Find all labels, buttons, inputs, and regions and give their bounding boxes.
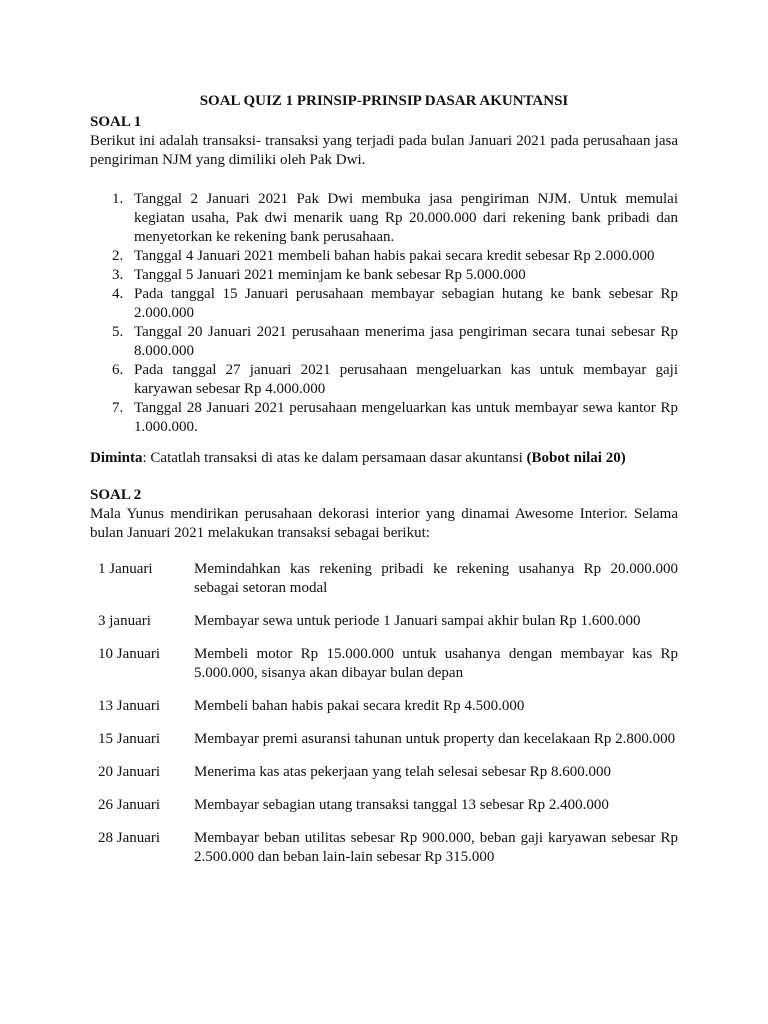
soal-1-intro: Berikut ini adalah transaksi- transaksi yang terjadi pada bulan Januari 2021 pada perusahaan jasa pengiriman NJM yang dimiliki oleh Pak Dwi. [90,133,678,168]
table-row: 13 Januari Membeli bahan habis pakai secara kredit Rp 4.500.000 [98,698,525,714]
soal-1-transaction-list [90,190,678,437]
table-row: 15 Januari Membayar premi asuransi tahunan untuk property dan kecelakaan Rp 2.800.000 [98,731,676,747]
list-item: 2. Tanggal 4 Januari 2021 membeli bahan habis pakai secara kredit sebesar Rp 2.000.000 [112,248,655,264]
list-item: 1. Tanggal 2 Januari 2021 Pak Dwi membuka jasa pengiriman NJM. Untuk memulai kegiatan usaha, Pak dwi menarik uang Rp 20.000.000 dari rekening bank pribadi dan menyetorkan ke rekening bank perusahaan. [112,191,678,245]
table-row: 3 januari Membayar sewa untuk periode 1 Januari sampai akhir bulan Rp 1.600.000 [98,613,641,629]
table-row: 10 Januari Membeli motor Rp 15.000.000 untuk usahanya dengan membayar kas Rp 5.000.000, sisanya akan dibayar bulan depan [98,646,678,681]
soal-1-heading: SOAL 1 [90,114,142,130]
soal-1-section [90,113,678,468]
soal-2-section [90,486,678,881]
table-row: 1 Januari Memindahkan kas rekening pribadi ke rekening usahanya Rp 20.000.000 sebagai setoran modal [98,561,678,596]
list-item: 6. Pada tanggal 27 januari 2021 perusahaan mengeluarkan kas untuk membayar gaji karyawan sebesar Rp 4.000.000 [112,362,678,397]
document-title: SOAL QUIZ 1 PRINSIP-PRINSIP DASAR AKUNTANSI [199,93,569,109]
instruction-text: : Catatlah transaksi di atas ke dalam persamaan dasar akuntansi [142,450,527,466]
list-item: 4. Pada tanggal 15 Januari perusahaan membayar sebagian hutang ke bank sebesar Rp 2.000.000 [112,286,678,321]
table-row: 26 Januari Membayar sebagian utang transaksi tanggal 13 sebesar Rp 2.400.000 [98,797,609,813]
list-item: 3. Tanggal 5 Januari 2021 meminjam ke bank sebesar Rp 5.000.000 [112,267,526,283]
table-row: 28 Januari Membayar beban utilitas sebesar Rp 900.000, beban gaji karyawan sebesar Rp 2.500.000 dan beban lain-lain sebesar Rp 315.000 [98,830,678,865]
instruction-label: Diminta [90,450,143,466]
list-item: 7. Tanggal 28 Januari 2021 perusahaan mengeluarkan kas untuk membayar sewa kantor Rp 1.000.000. [112,400,678,435]
soal-2-transaction-table [90,560,678,881]
soal-2-intro: Mala Yunus mendirikan perusahaan dekorasi interior yang dinamai Awesome Interior. Selama bulan Januari 2021 melakukan transaksi sebagai berikut: [90,506,678,541]
soal-1-instruction [90,449,678,468]
soal-2-heading: SOAL 2 [90,487,142,503]
table-row: 20 Januari Menerima kas atas pekerjaan yang telah selesai sebesar Rp 8.600.000 [98,764,611,780]
instruction-weight: (Bobot nilai 20) [526,450,626,466]
list-item: 5. Tanggal 20 Januari 2021 perusahaan menerima jasa pengiriman secara tunai sebesar Rp 8.000.000 [112,324,678,359]
